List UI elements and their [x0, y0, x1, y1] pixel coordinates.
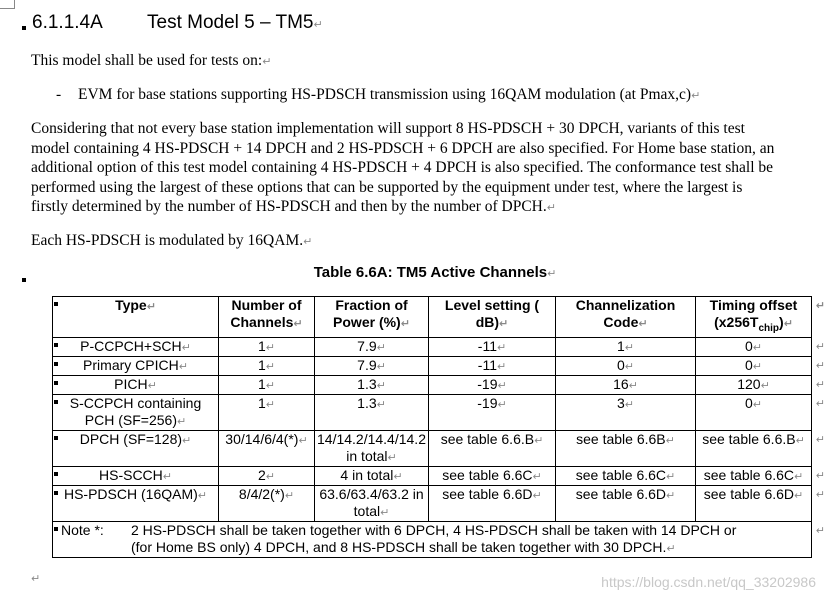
cell-timing: 120↵ ↵ — [696, 375, 812, 394]
cell-type: PICH↵ — [53, 375, 219, 394]
table-title-text: Table 6.6A: TM5 Active Channels — [313, 264, 548, 281]
modulation-text: Each HS-PDSCH is modulated by 16QAM. — [31, 232, 304, 249]
paragraph-mark-icon: ↵ — [31, 572, 41, 585]
header-timing-offset: Timing offset $(x256T_{chip})↵$ ↵ — [696, 297, 812, 338]
paragraph-mark-icon: ↵ — [547, 267, 557, 280]
cell-code: 3↵ — [556, 394, 696, 430]
header-type: Type↵ — [53, 297, 219, 338]
cell-timing: 0↵ ↵ — [696, 356, 812, 375]
watermark: https://blog.csdn.net/qq_33202986 — [601, 574, 816, 590]
cell-level: see table 6.6D↵ — [429, 485, 556, 521]
table-row — [53, 485, 812, 521]
tm5-channels-table — [52, 296, 825, 558]
cell-channels: 2↵ — [219, 466, 315, 485]
bullet-item — [56, 86, 700, 104]
page-corner-mark — [0, 0, 15, 9]
section-number: 6.1.1.4A — [32, 12, 103, 33]
paragraph-mark-icon: ↵ — [313, 18, 323, 31]
table-row — [53, 356, 812, 375]
table-row — [53, 394, 812, 430]
cell-type: DPCH (SF=128)↵ — [53, 430, 219, 466]
cell-type: S-CCPCH containing PCH (SF=256)↵ — [53, 394, 219, 430]
cell-level: see table 6.6.B↵ — [429, 430, 556, 466]
variants-line: additional option of this test model containing 4 HS-PDSCH + 4 DPCH is also specified. The conformance test shall be — [31, 159, 774, 176]
cell-code: see table 6.6C↵ — [556, 466, 696, 485]
table-row — [53, 375, 812, 394]
cell-code: 1↵ — [556, 337, 696, 356]
paragraph-mark-icon: ↵ — [691, 89, 701, 102]
header-fraction-of-power: Fraction of Power (%)↵ — [315, 297, 429, 338]
cell-timing: 0↵ ↵ — [696, 394, 812, 430]
cell-timing: 0↵ ↵ — [696, 337, 812, 356]
cell-channels: 1↵ — [219, 394, 315, 430]
table-row — [53, 466, 812, 485]
table-note: Note *: 2 HS-PDSCH shall be taken together with 6 DPCH, 4 HS-PDSCH shall be taken with 14 DPCH or (for Home BS only) 4 DPCH, and 8 HS-PDSCH shall be taken together with 30 DPCH.↵ ↵ — [53, 521, 812, 557]
table-title — [0, 264, 826, 281]
cell-power: 63.6/63.4/63.2 in total↵ — [315, 485, 429, 521]
header-number-of-channels: Number of Channels↵ — [219, 297, 315, 338]
table-note-row — [53, 521, 812, 557]
section-heading — [32, 12, 323, 34]
variants-line-last — [31, 197, 774, 218]
paragraph-mark-icon: ↵ — [262, 55, 272, 68]
cell-channels: 1↵ — [219, 375, 315, 394]
cell-timing: see table 6.6C↵ ↵ — [696, 466, 812, 485]
variants-paragraph — [31, 119, 774, 218]
intro-text: This model shall be used for tests on: — [31, 52, 263, 69]
cell-power: 1.3↵ — [315, 394, 429, 430]
variants-line-text: firstly determined by the number of HS-PDSCH and then by the number of DPCH. — [31, 198, 547, 215]
table-row — [53, 430, 812, 466]
cell-type: HS-PDSCH (16QAM)↵ — [53, 485, 219, 521]
heading-bullet — [22, 26, 26, 30]
paragraph-mark-icon: ↵ — [546, 201, 556, 214]
cell-timing: see table 6.6D↵ ↵ — [696, 485, 812, 521]
header-channelization-code: Channelization Code↵ — [556, 297, 696, 338]
cell-channels: 1↵ — [219, 337, 315, 356]
cell-power: 7.9↵ — [315, 356, 429, 375]
note-text-line1: 2 HS-PDSCH shall be taken together with 6 DPCH, 4 HS-PDSCH shall be taken with 14 DPCH or — [131, 521, 737, 538]
cell-power: 7.9↵ — [315, 337, 429, 356]
note-label: Note *: — [61, 521, 104, 538]
cell-channels: 8/4/2(*)↵ — [219, 485, 315, 521]
cell-channels: 30/14/6/4(*)↵ — [219, 430, 315, 466]
table-row — [53, 337, 812, 356]
cell-level: -11↵ — [429, 337, 556, 356]
variants-line: performed using the largest of these options that can be supported by the equipment under test, where the largest is — [31, 178, 743, 196]
bullet-text: EVM for base stations supporting HS-PDSCH transmission using 16QAM modulation (at Pmax,c) — [78, 86, 692, 103]
header-level-setting: Level setting ( dB)↵ — [429, 297, 556, 338]
cell-code: 0↵ — [556, 356, 696, 375]
dash-bullet-icon: - — [56, 86, 62, 103]
variants-line: Considering that not every base station implementation will support 8 HS-PDSCH + 30 DPCH, variants of this test — [31, 120, 745, 137]
intro-paragraph — [31, 51, 271, 72]
cell-level: -11↵ — [429, 356, 556, 375]
cell-code: see table 6.6D↵ — [556, 485, 696, 521]
note-text-line2: (for Home BS only) 4 DPCH, and 8 HS-PDSCH shall be taken together with 30 DPCH. — [131, 538, 667, 555]
cell-level: -19↵ — [429, 375, 556, 394]
cell-level: see table 6.6C↵ — [429, 466, 556, 485]
cell-timing: see table 6.6.B↵ ↵ — [696, 430, 812, 466]
variants-line: model containing 4 HS-PDSCH + 14 DPCH and 2 HS-PDSCH + 6 DPCH are also specified. For Home base station, an — [31, 139, 775, 157]
cell-channels: 1↵ — [219, 356, 315, 375]
cell-power: 14/14.2/14.4/14.2 in total↵ — [315, 430, 429, 466]
cell-power: 4 in total↵ — [315, 466, 429, 485]
modulation-paragraph — [31, 231, 312, 252]
section-title: Test Model 5 – TM5 — [147, 12, 314, 33]
cell-type: Primary CPICH↵ — [53, 356, 219, 375]
cell-code: 16↵ — [556, 375, 696, 394]
cell-type: HS-SCCH↵ — [53, 466, 219, 485]
cell-code: see table 6.6B↵ — [556, 430, 696, 466]
table-header-row — [53, 297, 812, 338]
cell-type: P-CCPCH+SCH↵ — [53, 337, 219, 356]
cell-level: -19↵ — [429, 394, 556, 430]
cell-power: 1.3↵ — [315, 375, 429, 394]
paragraph-mark-icon: ↵ — [303, 235, 313, 248]
